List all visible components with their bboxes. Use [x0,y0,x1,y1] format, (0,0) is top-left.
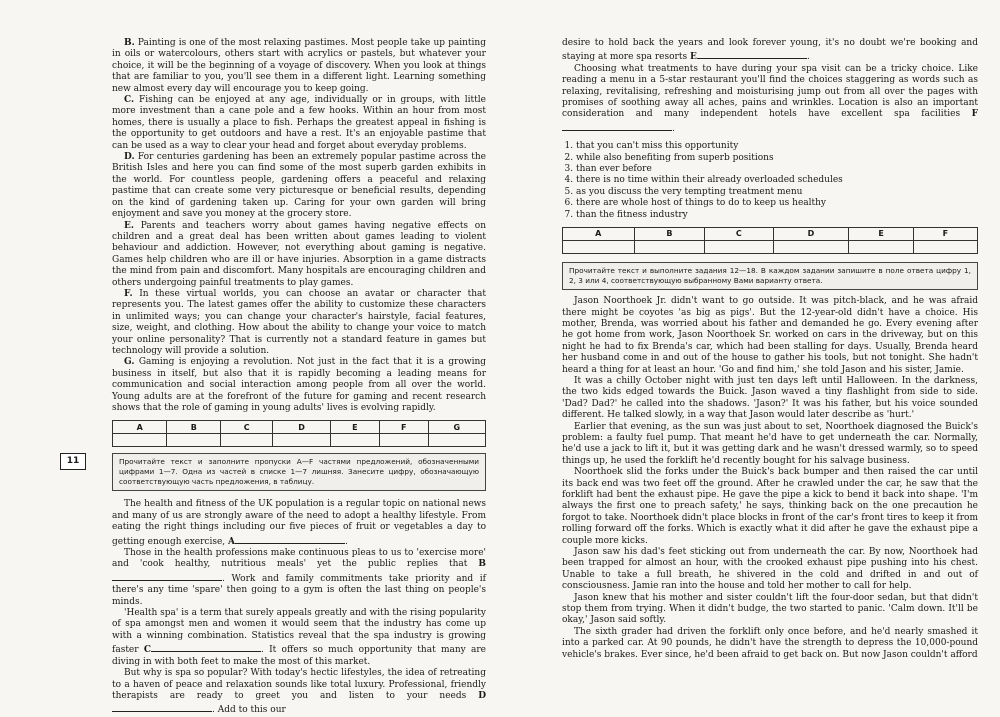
answer-cell[interactable] [913,241,977,254]
paragraph-text: Painting is one of the most relaxing pastimes. Most people take up painting in oils or watercolours, others start with acrylics or pastels, but whatever your choice, it will be the beginning of a voyage of discovery. When you look at things that are familiar to you, you'll see them in a different light. Learning something new almost every day will encourage you to keep going. [112,38,486,94]
story-paragraph: Noorthoek slid the forks under the Buick's back bumper and then raised the car until its back end was two feet off the ground. After he crawled under the car, he saw that the forklift had bent the exhaust pipe. He gave the pipe a kick to bend it back into shape. 'I'm always the first one to preach safety,' he says, thinking back on the one precaution he forgot to take. Noorthoek didn't place blocks in front of the car's front tires to keep it from rolling forward off the forks. Which is exactly what it did after he gave the exhaust pipe a couple more kicks. [562,467,978,546]
gap-f-label: F [971,109,978,120]
answer-table-task10 [112,420,486,447]
text-span: desire to hold back the years and look forever young, it's no doubt we're booking and staying at more spa resorts [562,38,978,63]
answer-col-d: D [273,421,331,434]
text-paragraph-6 [562,64,978,135]
text-span: . It offers so much opportunity that many are diving in with both feet to make the most of this market. [112,645,486,667]
answer-table-input-row [563,241,978,254]
answer-col-b: B [634,228,705,241]
answer-col-f: F [379,421,428,434]
option-item: 4. there is no time within their already overloaded schedules [576,175,978,186]
paragraph-letter: C. [124,95,135,106]
text-span: . Add to this our [212,705,286,716]
paragraph-f [112,289,486,357]
answer-col-e: E [330,421,379,434]
task-instruction: Прочитайте текст и заполните пропуски A—F частями предложений, обозначенными цифрами 1—7. Одна из частей в списке 1—7 лишняя. Занесите цифру, обозначающую соответствующую часть предложения, в таблицу. [112,453,486,491]
paragraph-b [112,38,486,95]
answer-cell[interactable] [167,434,221,447]
answer-col-e: E [849,228,913,241]
options-list [562,141,978,221]
paragraph-text: Fishing can be enjoyed at any age, individually or in groups, with little more investment than a cane pole and a few hooks. Within an hour from most homes, there is usually a place to fish. Perhaps the greatest appeal in fishing is the opportunity to get outdoors and have a rest. It's an enjoyable pastime that can be used as a way to clear your head and forget about everyday problems. [112,95,486,151]
answer-col-a: A [113,421,167,434]
paragraph-e [112,221,486,289]
right-page [500,0,1000,707]
story-paragraph: Jason knew that his mother and sister couldn't lift the four-door sedan, but that didn't stop them from trying. When it didn't budge, the two started to panic. 'Calm down. It'll be okay,' Jason said softly. [562,592,978,626]
paragraph-text: Gaming is enjoying a revolution. Not just in the fact that it is a growing business in itself, but also that it is rapidly becoming a leading means for communication and social interaction among people from all over the world. Young adults are at the forefront of the future for gaming and recent research shows that the role of gaming in young adults' lives is evolving rapidly. [112,357,486,413]
gap-d-line[interactable] [112,702,212,712]
paragraph-text: For centuries gardening has been an extremely popular pastime across the British Isles and here you can find some of the most superb garden exhibits in the world. For countless people, gardening offers a peaceful and relaxing pastime that can create some very picturesque or beneficial results, depending on the kind of gardening taken up. Caring for your own garden will bring enjoyment and save you money at the grocery store. [112,152,486,220]
gap-f-line[interactable] [562,121,672,131]
text-paragraph-1 [112,499,486,548]
gap-c-line[interactable] [151,642,261,652]
text-paragraph-4 [112,668,486,717]
answer-col-c: C [221,421,273,434]
answer-cell[interactable] [379,434,428,447]
paragraph-c [112,95,486,152]
answer-table-task11 [562,227,978,254]
left-column [66,38,486,717]
paragraph-d [112,152,486,220]
answer-cell[interactable] [634,241,705,254]
paragraph-letter: D. [124,152,135,163]
answer-cell[interactable] [273,434,331,447]
answer-col-a: A [563,228,635,241]
gap-a-line[interactable] [235,534,345,544]
left-page [0,0,500,716]
text-span: Those in the health professions make continuous pleas to us to 'exercise more' and 'cook healthy, nutritious meals' yet the public replies that [112,548,486,570]
answer-cell[interactable] [221,434,273,447]
paragraph-g [112,357,486,414]
gap-c-label: C [143,645,151,656]
gap-e-label: E [689,52,697,63]
text-span: 'Health spa' is a term that surely appeals greatly and with the rising popularity of spa amongst men and women it would seem that the industry has come up with a winning combination. Statistics reveal that the spa industry is growing faster [112,608,486,656]
text-span: Choosing what treatments to have during your spa visit can be a tricky choice. Like reading a menu in a 5-star restaurant you'll find the choices staggering as words such as relaxing, revitalising, refreshing and moisturising jump out from all over the pages with promises of soothing away all aches, pains and wrinkles. Location is also an important consideration and many independent hotels have excellent spa facilities [562,63,978,120]
answer-cell[interactable] [705,241,773,254]
story-paragraph: Jason Noorthoek Jr. didn't want to go outside. It was pitch-black, and he was afraid there might be coyotes 'as big as pigs'. But the 12-year-old didn't have a choice. His mother, Brenda, was worried about his father and demanded he go. Every evening after he got home from work, Jason Noorthoek Sr. worked on cars in the driveway, but on this night he had to fix Brenda's car, which had been stalling for days. Usually, Brenda heard her husband come in and out of the house to gather his tools, but not tonight. She hadn't heard a thing for at least an hour. 'Go and find him,' she told Jason and his sister, Jamie. [562,296,978,375]
gap-e-line[interactable] [697,49,807,59]
answer-table-header-row [113,421,486,434]
answer-col-g: G [428,421,485,434]
answer-cell[interactable] [113,434,167,447]
text-span: . [806,52,810,63]
answer-col-c: C [705,228,773,241]
paragraph-letter: F. [124,288,133,299]
answer-cell[interactable] [563,241,635,254]
option-item: 2. while also benefiting from superb positions [576,153,978,164]
text-paragraph-2 [112,548,486,608]
text-span: . [344,536,348,547]
paragraph-text: Parents and teachers worry about games having negative effects on children and a great deal has been written about games leading to violent behaviour and addiction. However, not everything about gaming is negative. Games help children who are ill or have injuries. Absorption in a game distracts the mind from pain and discomfort. Many hospitals are encouraging children and others undergoing painful treatments to play games. [112,220,486,288]
paragraph-letter: G. [124,357,135,368]
text-paragraph-5 [562,38,978,64]
option-item: 7. than the fitness industry [576,210,978,221]
option-item: 1. that you can't miss this opportunity [576,141,978,152]
answer-table-input-row [113,434,486,447]
story-paragraph: Jason saw his dad's feet sticking out from underneath the car. By now, Noorthoek had been trapped for almost an hour, with the crooked exhaust pipe pushing into his chest. Unable to take a full breath, he shivered in the cold and drifted in and out of consciousness. Jamie ran into the house and told her mother to call for help. [562,547,978,592]
paragraph-letter: B. [124,38,135,48]
story-paragraph: Earlier that evening, as the sun was just about to set, Noorthoek diagnosed the Buick's problem: a faulty fuel pump. That meant he'd have to get underneath the car. Normally, he'd use a jack to lift it, but it was getting dark and he wasn't dressed warmly, so to speed things up, he used the forklift he'd recently bought for his salvage business. [562,421,978,466]
answer-col-d: D [773,228,849,241]
answer-col-b: B [167,421,221,434]
option-item: 5. as you discuss the very tempting treatment menu [576,187,978,198]
gap-b-label: B [478,559,486,570]
answer-cell[interactable] [849,241,913,254]
text-paragraph-3 [112,608,486,668]
answer-table-header-row [563,228,978,241]
gap-b-line[interactable] [112,571,222,581]
task-number-badge: 11 [60,453,86,470]
story-paragraph: It was a chilly October night with just ten days left until Halloween. In the darkness, the two kids edged towards the Buick. Jason waved a tiny flashlight from side to side. 'Dad? Dad?' he called into the shadows. 'Jason?' It was his father, but his voice sounded different. He talked slowly, in a way that Jason would later describe as 'hurt.' [562,375,978,421]
option-item: 6. there are whole host of things to do to keep us healthy [576,198,978,209]
text-span: But why is spa so popular? With today's hectic lifestyles, the idea of retreating to a haven of peace and relaxation sounds like total luxury. Professional, friendly therapists are ready to greet you and listen to your needs [112,668,486,701]
text-span: . [672,123,675,134]
text-span: . Work and family commitments take priority and if there's any time 'spare' then going to a gym is often the last thing on people's minds. [112,573,486,607]
paragraph-text: In these virtual worlds, you can choose an avatar or character that represents you. The latest games offer the ability to customize these characters in unlimited ways; you can change your character's hairstyle, facial features, size, weight, and clothing. How about the ability to change your voice to match your online personality? That is currently not a standard feature in games but technology will provide a solution. [112,288,486,356]
answer-col-f: F [913,228,977,241]
answer-cell[interactable] [773,241,849,254]
right-column [562,38,978,661]
answer-cell[interactable] [428,434,485,447]
gap-a-label: A [228,536,235,547]
task-12-18-instruction: Прочитайте текст и выполните задания 12—18. В каждом задании запишите в поле ответа цифру 1, 2, 3 или 4, соответствующую выбранному Вами варианту ответа. [562,262,978,290]
gap-d-label: D [478,690,486,701]
story-paragraph: The sixth grader had driven the forklift only once before, and he'd nearly smashed it into a parked car. At 90 pounds, he didn't have the strength to depress the 10,000-pound vehicle's brakes. Ever since, he'd been afraid to get back on. But now Jason couldn't afford [562,626,978,660]
option-item: 3. than ever before [576,164,978,175]
answer-cell[interactable] [330,434,379,447]
text-span: The health and fitness of the UK population is a regular topic on national news and many of us are strongly aware of the need to adopt a healthy lifestyle. From eating the right things including our five pieces of fruit or vegetables a day to getting enough exercise, [112,499,486,547]
paragraph-letter: E. [124,220,134,231]
task-11-block [66,453,486,491]
